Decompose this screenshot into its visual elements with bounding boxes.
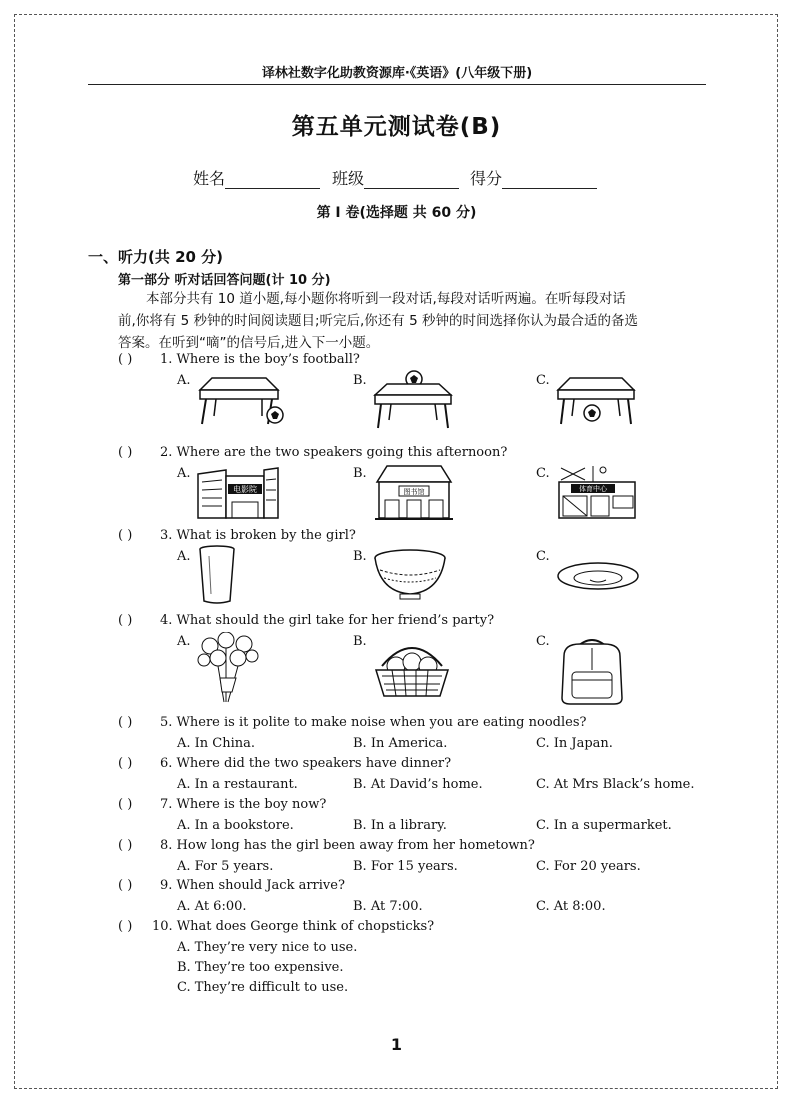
question-text: 1. Where is the boy’s football? xyxy=(160,352,360,367)
question-2 xyxy=(118,445,507,460)
page-title: 第五单元测试卷(B) xyxy=(291,114,502,140)
answer-box[interactable]: ( ) xyxy=(118,528,133,543)
option-c[interactable]: C. In Japan. xyxy=(536,736,613,751)
backpack-icon[interactable] xyxy=(556,634,628,706)
answer-box[interactable]: ( ) xyxy=(118,613,133,628)
bowl-icon[interactable] xyxy=(372,548,448,602)
option-b[interactable]: B. At David’s home. xyxy=(353,777,483,792)
question-text: 8. How long has the girl been away from her hometown? xyxy=(160,838,535,853)
question-4 xyxy=(118,613,494,628)
option-label: C. xyxy=(536,373,550,388)
option-a[interactable]: A. In China. xyxy=(177,736,256,751)
glass-icon[interactable] xyxy=(197,544,237,606)
sports-center-sign: 体育中心 xyxy=(579,485,607,493)
question-text: 7. Where is the boy now? xyxy=(160,797,327,812)
question-3 xyxy=(118,528,356,543)
page-header: 译林社数字化助教资源库·《英语》(八年级下册) xyxy=(261,66,533,81)
option-c[interactable]: C. At 8:00. xyxy=(536,899,606,914)
answer-box[interactable]: ( ) xyxy=(118,352,133,367)
question-text: 2. Where are the two speakers going this afternoon? xyxy=(160,445,508,460)
question-10 xyxy=(118,919,434,934)
answer-box[interactable]: ( ) xyxy=(118,445,133,460)
option-b[interactable]: B. In a library. xyxy=(353,818,447,833)
option-b[interactable]: B. At 7:00. xyxy=(353,899,423,914)
instructions-line-2: 前,你将有 5 秒钟的时间阅读题目;听完后,你还有 5 秒钟的时间选择你认为最合适的备选 xyxy=(118,313,638,329)
name-label: 姓名 xyxy=(193,169,226,188)
option-b[interactable]: B. For 15 years. xyxy=(353,859,458,874)
question-7 xyxy=(118,797,326,812)
option-label: B. xyxy=(353,549,367,564)
option-b[interactable]: B. In America. xyxy=(353,736,448,751)
question-8 xyxy=(118,838,535,853)
instructions-line-3: 答案。在听到“嘀”的信号后,进入下一小题。 xyxy=(118,335,380,351)
class-label: 班级 xyxy=(332,169,365,188)
option-label: B. xyxy=(353,466,367,481)
option-label: A. xyxy=(177,373,191,388)
cinema-sign: 电影院 xyxy=(233,485,257,494)
option-c[interactable]: C. For 20 years. xyxy=(536,859,641,874)
answer-box[interactable]: ( ) xyxy=(118,919,133,934)
option-label: C. xyxy=(536,466,550,481)
option-label: B. xyxy=(353,634,367,649)
option-a[interactable]: A. For 5 years. xyxy=(177,859,274,874)
answer-box[interactable]: ( ) xyxy=(118,797,133,812)
answer-box[interactable]: ( ) xyxy=(118,756,133,771)
cinema-icon[interactable] xyxy=(196,466,280,520)
name-blank[interactable] xyxy=(225,172,320,189)
option-label: C. xyxy=(536,634,550,649)
desk-ball-under-icon[interactable] xyxy=(556,372,638,430)
part-title: 第 I 卷(选择题 共 60 分) xyxy=(316,205,477,221)
instructions-line-1: 本部分共有 10 道小题,每小题你将听到一段对话,每段对话听两遍。在听每段对话 xyxy=(146,291,626,307)
subsection-heading: 第一部分 听对话回答问题(计 10 分) xyxy=(118,273,331,288)
question-text: 3. What is broken by the girl? xyxy=(160,528,356,543)
page-number: 1 xyxy=(390,1035,403,1054)
question-5 xyxy=(118,715,586,730)
class-blank[interactable] xyxy=(364,172,459,189)
option-label: A. xyxy=(177,634,191,649)
question-text: 9. When should Jack arrive? xyxy=(160,878,345,893)
question-6 xyxy=(118,756,451,771)
question-text: 10. What does George think of chopsticks? xyxy=(152,919,435,934)
bookstore-icon[interactable] xyxy=(375,464,453,522)
option-c[interactable]: C. They’re difficult to use. xyxy=(177,980,349,995)
score-field[interactable] xyxy=(470,166,597,189)
answer-box[interactable]: ( ) xyxy=(118,838,133,853)
sports-center-icon[interactable] xyxy=(557,464,637,520)
option-a[interactable]: A. They’re very nice to use. xyxy=(177,940,358,955)
fruit-basket-icon[interactable] xyxy=(372,640,452,700)
desk-ball-below-icon[interactable] xyxy=(196,372,288,430)
question-text: 6. Where did the two speakers have dinner? xyxy=(160,756,452,771)
option-a[interactable]: A. In a bookstore. xyxy=(177,818,294,833)
option-label: C. xyxy=(536,549,550,564)
name-field[interactable] xyxy=(193,166,320,189)
question-1 xyxy=(118,352,360,367)
option-a[interactable]: A. At 6:00. xyxy=(177,899,247,914)
desk-ball-on-top-icon[interactable] xyxy=(373,370,455,430)
option-a[interactable]: A. In a restaurant. xyxy=(177,777,298,792)
flowers-icon[interactable] xyxy=(196,632,262,708)
answer-box[interactable]: ( ) xyxy=(118,715,133,730)
option-b[interactable]: B. They’re too expensive. xyxy=(177,960,344,975)
option-label: B. xyxy=(353,373,367,388)
question-text: 5. Where is it polite to make noise when you are eating noodles? xyxy=(160,715,587,730)
header-divider xyxy=(88,84,706,85)
bookstore-sign: 图书馆 xyxy=(403,488,425,496)
score-label: 得分 xyxy=(470,169,503,188)
option-c[interactable]: C. In a supermarket. xyxy=(536,818,672,833)
option-c[interactable]: C. At Mrs Black’s home. xyxy=(536,777,695,792)
score-blank[interactable] xyxy=(502,172,597,189)
option-label: A. xyxy=(177,466,191,481)
question-text: 4. What should the girl take for her friend’s party? xyxy=(160,613,495,628)
plate-icon[interactable] xyxy=(556,560,640,592)
answer-box[interactable]: ( ) xyxy=(118,878,133,893)
section-heading: 一、听力(共 20 分) xyxy=(88,248,224,266)
class-field[interactable] xyxy=(332,166,459,189)
option-label: A. xyxy=(177,549,191,564)
question-9 xyxy=(118,878,345,893)
